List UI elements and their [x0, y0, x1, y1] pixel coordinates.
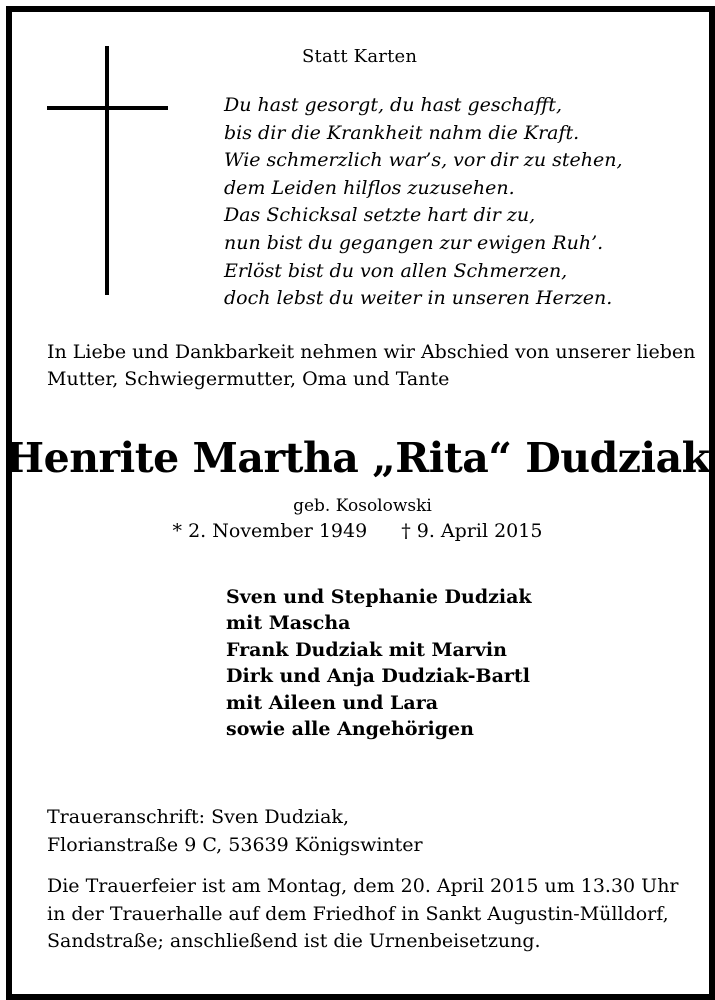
intro-text: [47, 339, 696, 393]
mourner-line: Dirk und Anja Dudziak-Bartl: [226, 665, 530, 688]
poem: [224, 92, 664, 313]
mourner-line: Sven und Stephanie Dudziak: [226, 586, 532, 608]
poem-line: dem Leiden hilflos zuzusehen.: [224, 176, 515, 199]
poem-line: nun bist du gegangen zur ewigen Ruh’.: [224, 231, 604, 254]
deceased-name: Henrite Martha „Rita“ Dudziak: [5, 434, 710, 482]
intro-line: In Liebe und Dankbarkeit nehmen wir Abschied von unserer lieben: [47, 341, 696, 363]
ceremony-line: Die Trauerfeier ist am Montag, dem 20. April 2015 um 13.30 Uhr: [47, 875, 679, 897]
death-date: † 9. April 2015: [401, 520, 543, 542]
mourner-line: sowie alle Angehörigen: [226, 718, 474, 741]
ceremony-info: [47, 873, 687, 956]
life-dates: [0, 518, 715, 544]
mourner-line: mit Aileen und Lara: [226, 691, 439, 714]
poem-line: Erlöst bist du von allen Schmerzen,: [224, 259, 568, 282]
mourners-list: [226, 584, 646, 742]
ceremony-line: in der Trauerhalle auf dem Friedhof in Sankt Augustin-Mülldorf,: [47, 902, 669, 925]
poem-line: doch lebst du weiter in unseren Herzen.: [224, 287, 613, 310]
intro-line: Mutter, Schwiegermutter, Oma und Tante: [47, 368, 450, 390]
birth-date: * 2. November 1949: [172, 520, 368, 542]
statt-karten-label: Statt Karten: [302, 46, 418, 67]
mourner-line: Frank Dudziak mit Marvin: [226, 638, 507, 661]
cross-vertical-bar: [105, 46, 109, 295]
poem-line: Wie schmerzlich war’s, vor dir zu stehen,: [224, 149, 623, 172]
cross-horizontal-bar: [47, 106, 168, 110]
poem-line: Das Schicksal setzte hart dir zu,: [224, 204, 536, 227]
address-line: Traueranschrift: Sven Dudziak,: [47, 806, 349, 828]
ceremony-line: Sandstraße; anschließend ist die Urnenbeisetzung.: [47, 930, 541, 952]
maiden-name: geb. Kosolowski: [293, 496, 432, 516]
poem-line: bis dir die Krankheit nahm die Kraft.: [224, 121, 580, 144]
mourning-address: [47, 803, 687, 859]
address-line: Florianstraße 9 C, 53639 Königswinter: [47, 834, 423, 856]
poem-line: Du hast gesorgt, du hast geschafft,: [224, 94, 562, 116]
mourner-line: mit Mascha: [226, 612, 351, 635]
